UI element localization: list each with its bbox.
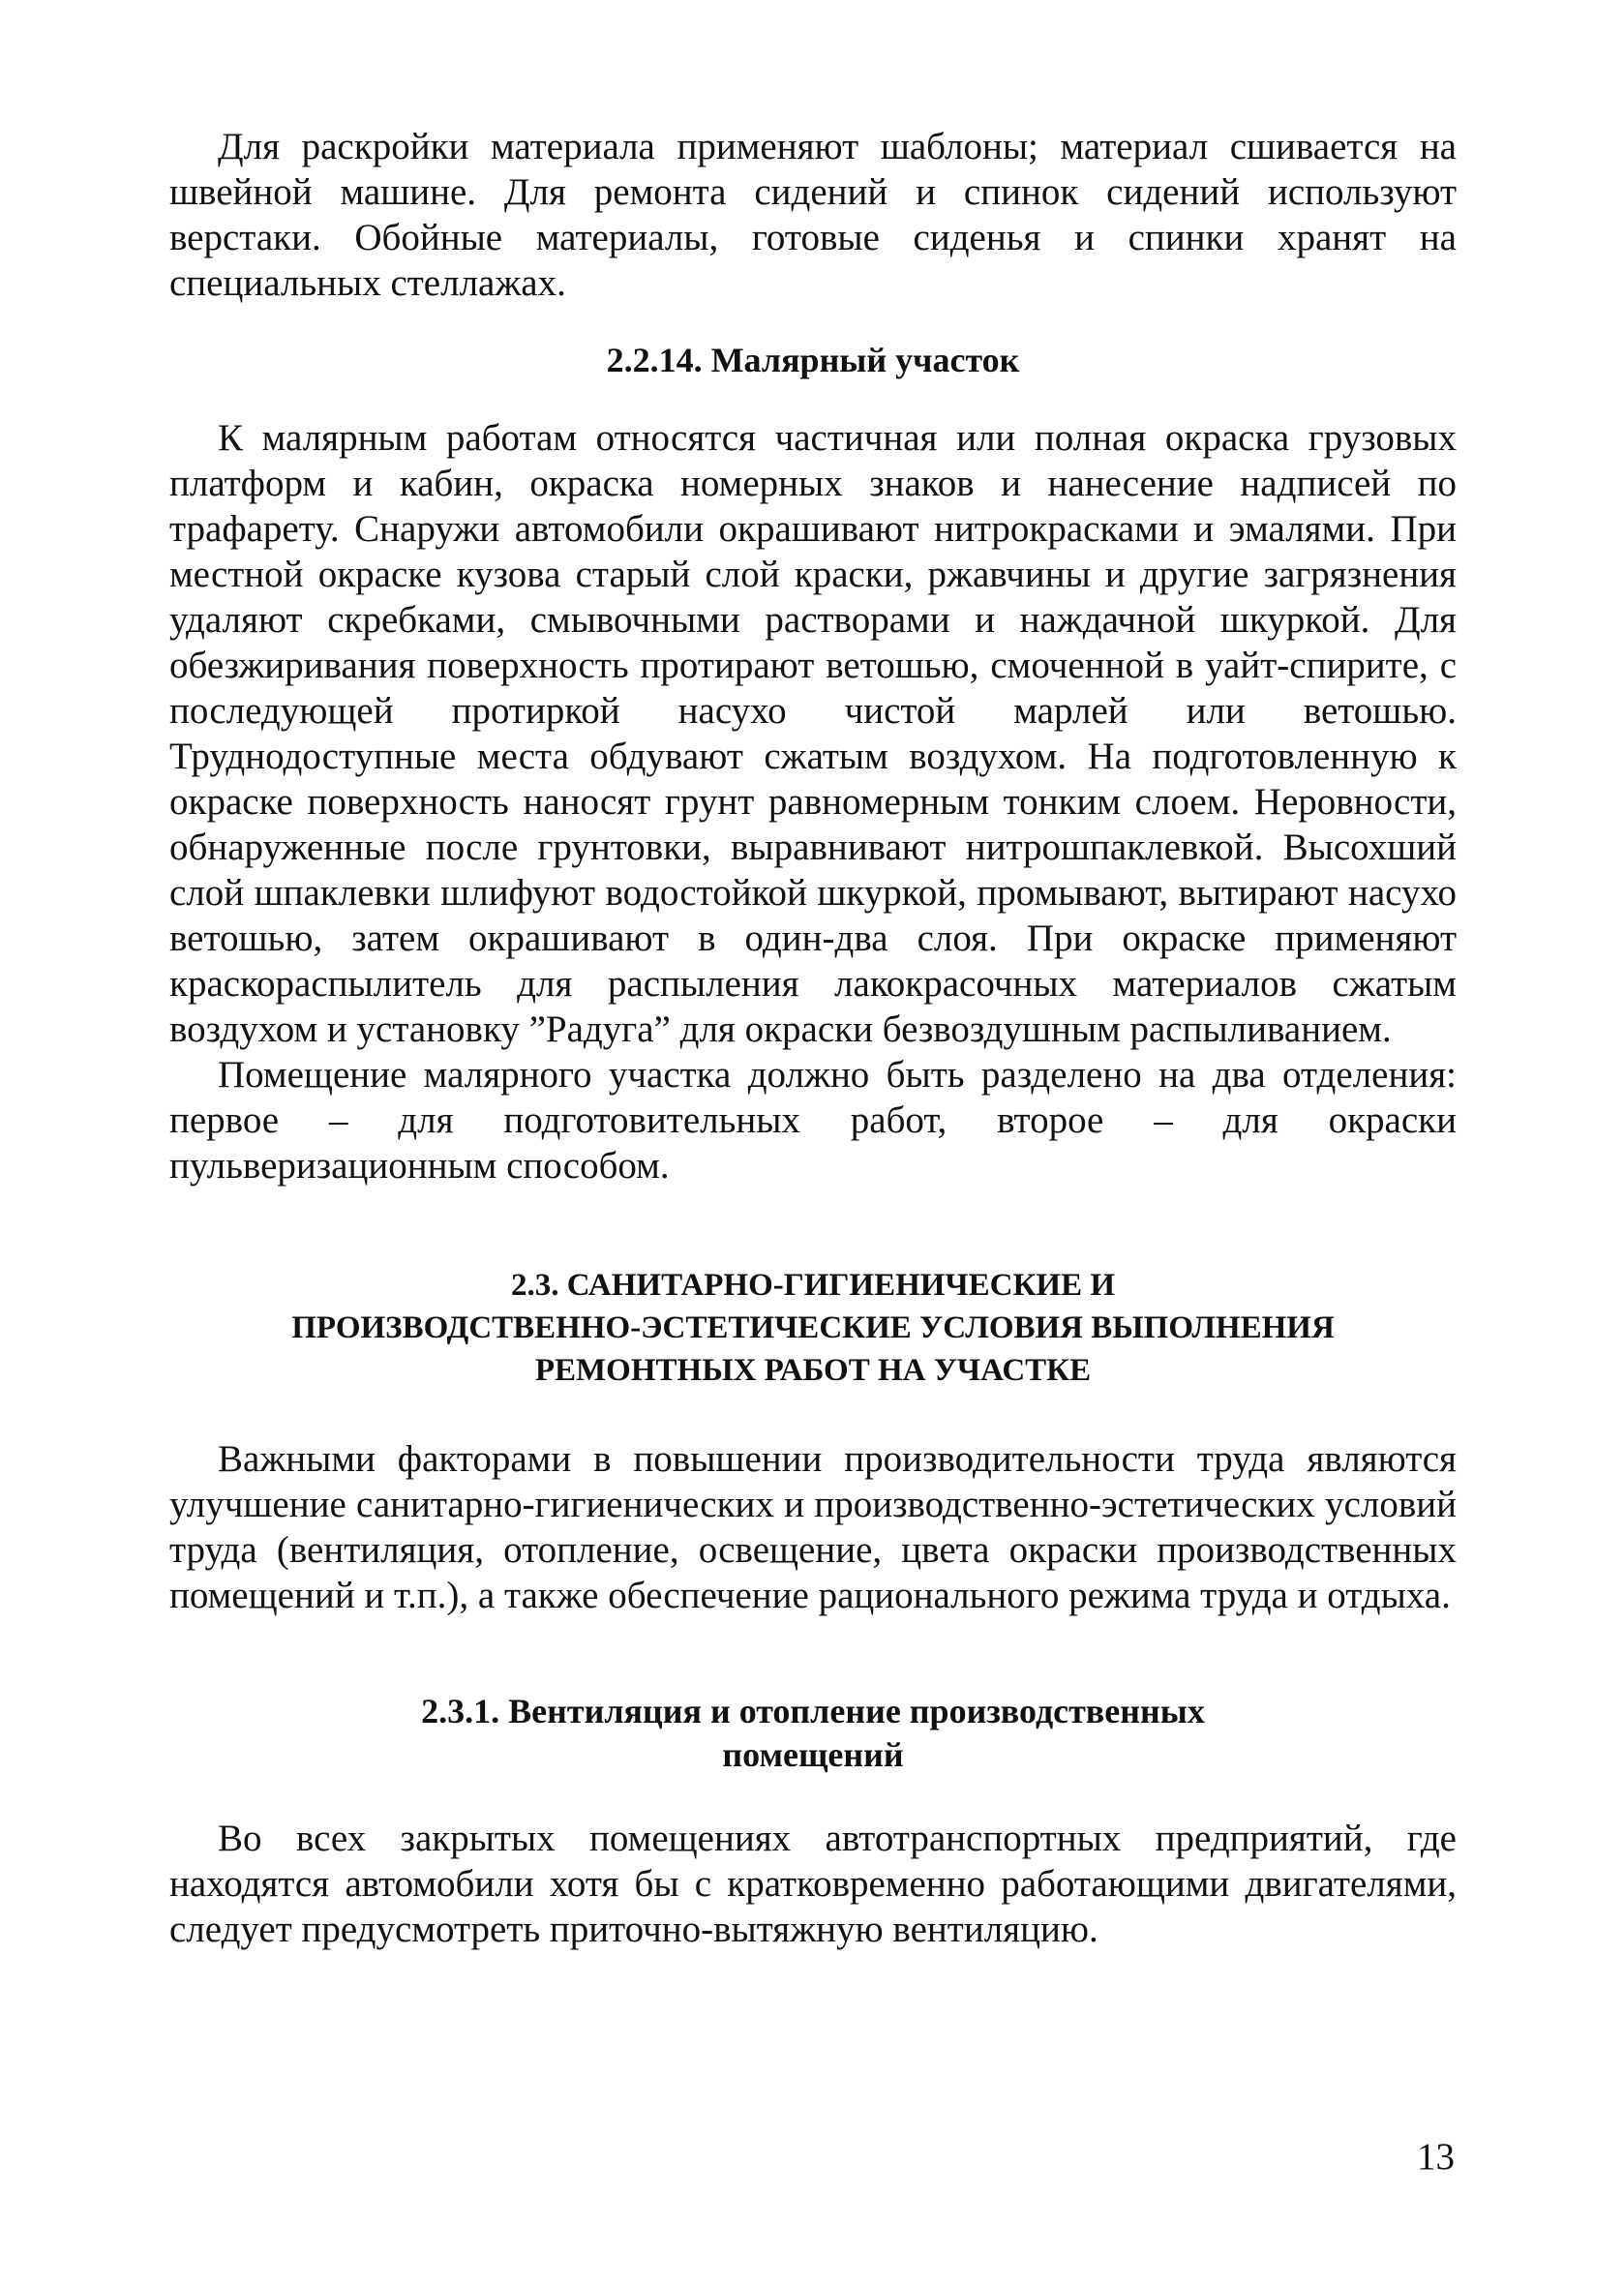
heading-ventilation-heating [169,1690,1457,1777]
paragraph-productivity-factors: Важными факторами в повышении производительности труда являются улучшение санитарно-гигиенических и производственно-эстетических условий труда (вентиляция, отопление, освещение, цвета окраски производственных помещений и т.п.), а также обеспечение рационального режима труда и отдыха. [169,1438,1457,1616]
paragraph-painting-works: К малярным работам относятся частичная или полная окраска грузовых платформ и кабин, окраска номерных знаков и нанесение надписей по трафарету. Снаружи автомобили окрашивают нитрокрасками и эмалями. При местной окраске кузова старый слой краски, ржавчины и другие загрязнения удаляют скребками, смывочными растворами и наждачной шкуркой. Для обезжиривания поверхность протирают ветошью, смоченной в уайт-спирите, с последующей протиркой насухо чистой марлей или ветошью. Труднодоступные места обдувают сжатым воздухом. На подготовленную к окраске поверхность наносят грунт равномерным тонким слоем. Неровности, обнаруженные после грунтовки, выравнивают нитрошпаклевкой. Высохший слой шпаклевки шлифуют водостойкой шкуркой, промывают, вытирают насухо ветошью, затем окрашивают в один-два слоя. При окраске применяют краскораспылитель для распыления лакокрасочных материалов сжатым воздухом и установку ”Радуга” для окраски безвоздушным распыливанием. [169,417,1457,1050]
heading-sanitary-conditions [169,1264,1457,1392]
heading-line: помещений [722,1735,904,1774]
spacer [169,1392,1457,1436]
heading-line: 2.3. САНИТАРНО-ГИГИЕНИЧЕСКИЕ И [510,1268,1116,1303]
spacer [169,1188,1457,1264]
paragraph-upholstery: Для раскройки материала применяют шаблоны; материал сшивается на швейной машине. Для ремонта сидений и спинок сидений используют верстаки. Обойные материалы, готовые сиденья и спинки хранят на специальных стеллажах. [169,126,1457,304]
spacer [169,382,1457,415]
heading-line: 2.3.1. Вентиляция и отопление производственных [421,1692,1205,1730]
spacer [169,1618,1457,1690]
spacer [169,306,1457,339]
spacer [169,1777,1457,1816]
heading-painting-section: 2.2.14. Малярный участок [606,341,1020,379]
paragraph-ventilation: Во всех закрытых помещениях автотранспортных предприятий, где находятся автомобили хотя бы с кратковременно работающими двигателями, следует предусмотреть приточно-вытяжную вентиляцию. [169,1818,1457,1950]
page-number: 13 [1417,2136,1455,2178]
heading-line: РЕМОНТНЫХ РАБОТ НА УЧАСТКЕ [534,1353,1092,1388]
document-page [169,124,1457,1952]
paragraph-painting-room: Помещение малярного участка должно быть разделено на два отделения: первое – для подготовительных работ, второе – для окраски пульверизационным способом. [169,1054,1457,1187]
heading-line: ПРОИЗВОДСТВЕННО-ЭСТЕТИЧЕСКИЕ УСЛОВИЯ ВЫПОЛНЕНИЯ [291,1310,1335,1345]
